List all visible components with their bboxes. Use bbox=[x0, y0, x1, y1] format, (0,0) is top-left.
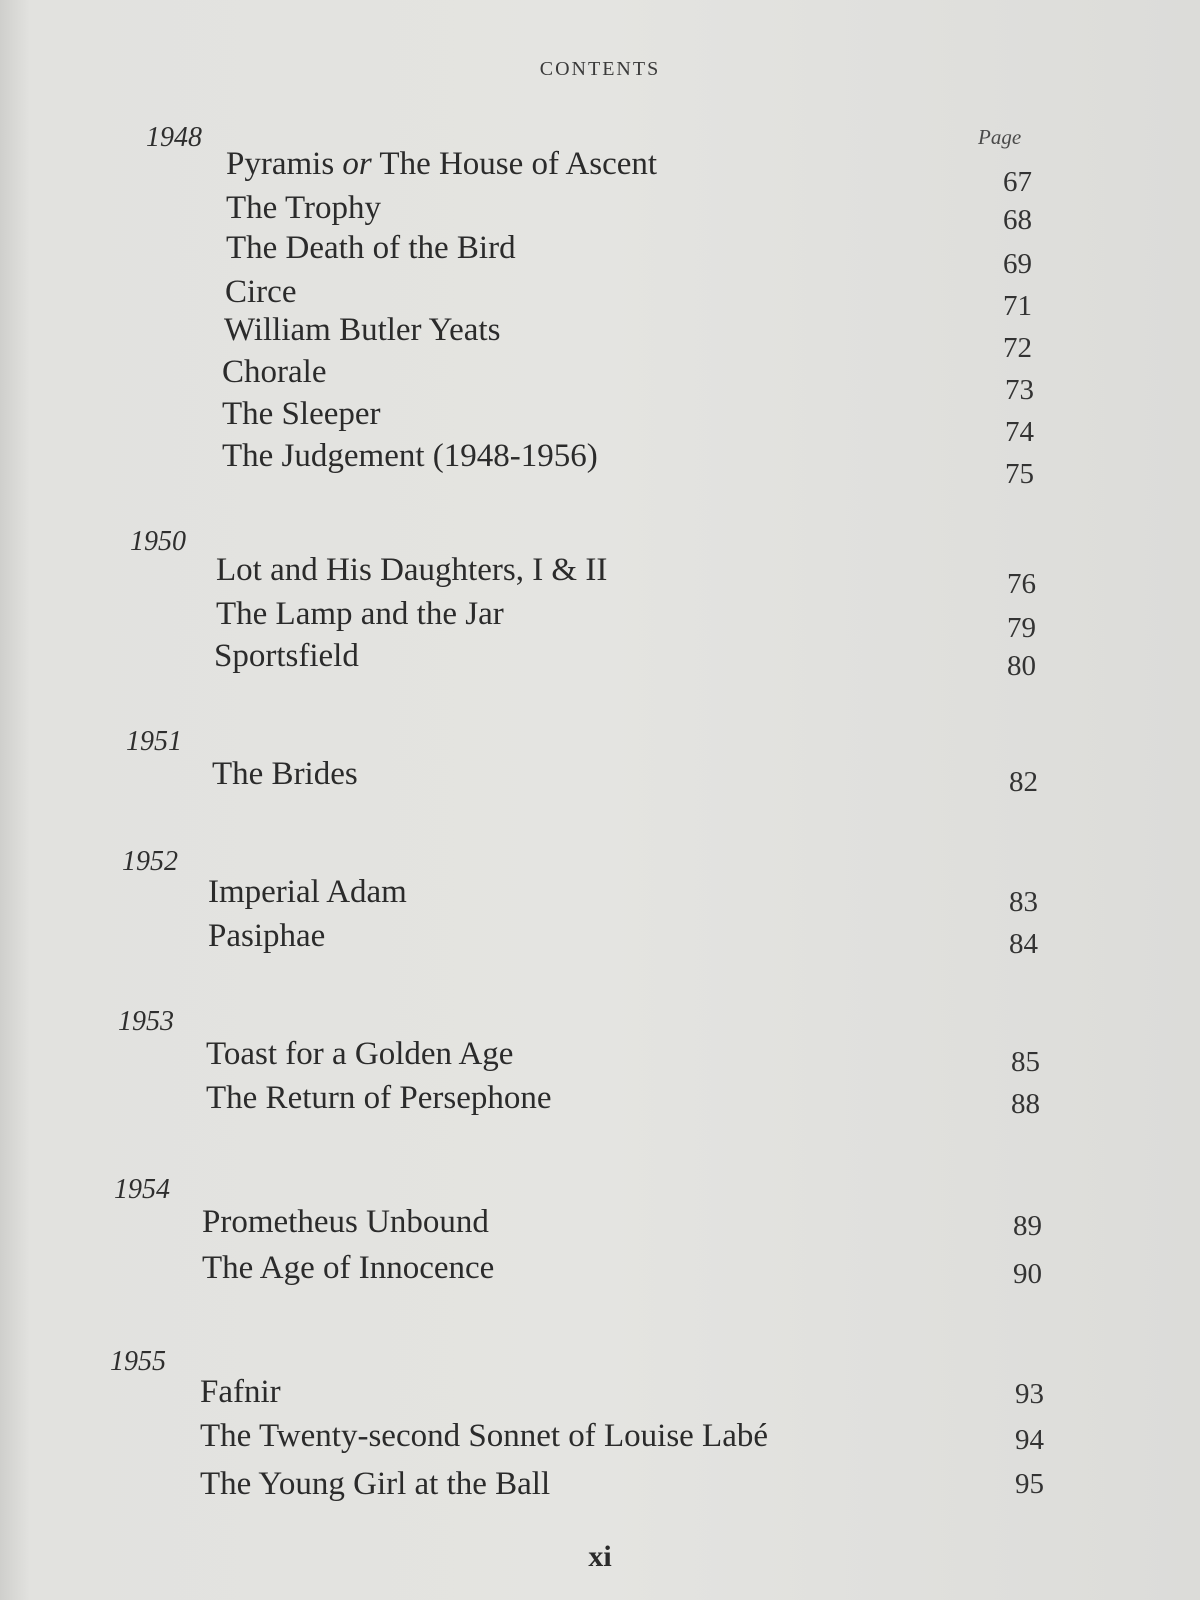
toc-entry-title: The Trophy bbox=[226, 190, 381, 226]
toc-entry-title: Toast for a Golden Age bbox=[206, 1036, 514, 1072]
year-heading: 1955 bbox=[110, 1346, 166, 1377]
toc-entry-title: The Sleeper bbox=[222, 396, 381, 432]
toc-entry-page: 83 bbox=[1009, 886, 1038, 918]
toc-entry-title: Sportsfield bbox=[214, 638, 359, 674]
toc-entry-page: 90 bbox=[1013, 1258, 1042, 1290]
toc-entry-title: Lot and His Daughters, I & II bbox=[216, 552, 608, 588]
page-column-label: Page bbox=[978, 125, 1022, 149]
toc-entry-title: Imperial Adam bbox=[208, 874, 407, 910]
page-number-folio: xi bbox=[588, 1540, 612, 1573]
toc-entry-title: The Twenty-second Sonnet of Louise Labé bbox=[200, 1418, 769, 1454]
toc-entry-title: Pasiphae bbox=[208, 918, 326, 954]
year-heading: 1954 bbox=[114, 1174, 170, 1205]
toc-entry-page: 94 bbox=[1015, 1424, 1044, 1456]
toc-entry-title: William Butler Yeats bbox=[224, 312, 501, 348]
toc-entry-title: The Judgement (1948-1956) bbox=[222, 438, 598, 474]
toc-entry-title: Fafnir bbox=[200, 1374, 281, 1410]
toc-entry-page: 68 bbox=[1003, 204, 1032, 236]
toc-entry-page: 67 bbox=[1003, 166, 1032, 198]
toc-entry-page: 82 bbox=[1009, 766, 1038, 798]
toc-entry-page: 73 bbox=[1005, 374, 1034, 406]
toc-entry-title: The Brides bbox=[212, 756, 358, 792]
toc-entry-title-italic: or bbox=[342, 146, 372, 182]
year-heading: 1951 bbox=[126, 726, 182, 757]
toc-entry-title: The Age of Innocence bbox=[202, 1250, 495, 1286]
toc-entry-title: Prometheus Unbound bbox=[202, 1204, 489, 1240]
toc-entry-page: 89 bbox=[1013, 1210, 1042, 1242]
toc-entry-title: Chorale bbox=[222, 354, 327, 390]
toc-entry-title bbox=[226, 146, 657, 183]
toc-entry-title: The Young Girl at the Ball bbox=[200, 1466, 551, 1502]
toc-entry-page: 85 bbox=[1011, 1046, 1040, 1078]
toc-entry-title: The Return of Persephone bbox=[206, 1080, 552, 1116]
toc-entry-title: Circe bbox=[225, 274, 297, 310]
year-heading: 1953 bbox=[118, 1006, 174, 1037]
toc-entry-page: 80 bbox=[1007, 650, 1036, 682]
toc-entry-page: 79 bbox=[1007, 612, 1036, 644]
year-heading: 1950 bbox=[130, 526, 186, 557]
toc-entry-page: 75 bbox=[1005, 458, 1034, 490]
toc-entry-page: 76 bbox=[1007, 568, 1036, 600]
toc-entry-title-part: Pyramis bbox=[226, 146, 343, 182]
toc-entry-page: 71 bbox=[1003, 290, 1032, 322]
toc-entry-title-part: The House of Ascent bbox=[371, 146, 658, 182]
year-heading: 1952 bbox=[122, 846, 178, 877]
toc-entry-page: 95 bbox=[1015, 1468, 1044, 1500]
toc-entry-title: The Death of the Bird bbox=[226, 230, 516, 266]
year-heading: 1948 bbox=[146, 122, 202, 153]
toc-entry-page: 69 bbox=[1003, 248, 1032, 280]
toc-entry-page: 74 bbox=[1005, 416, 1034, 448]
running-head: CONTENTS bbox=[539, 58, 661, 80]
toc-entry-page: 72 bbox=[1003, 332, 1032, 364]
toc-entry-page: 88 bbox=[1011, 1088, 1040, 1120]
toc-entry-page: 84 bbox=[1009, 928, 1038, 960]
toc-entry-title: The Lamp and the Jar bbox=[216, 596, 504, 632]
toc-entry-page: 93 bbox=[1015, 1378, 1044, 1410]
